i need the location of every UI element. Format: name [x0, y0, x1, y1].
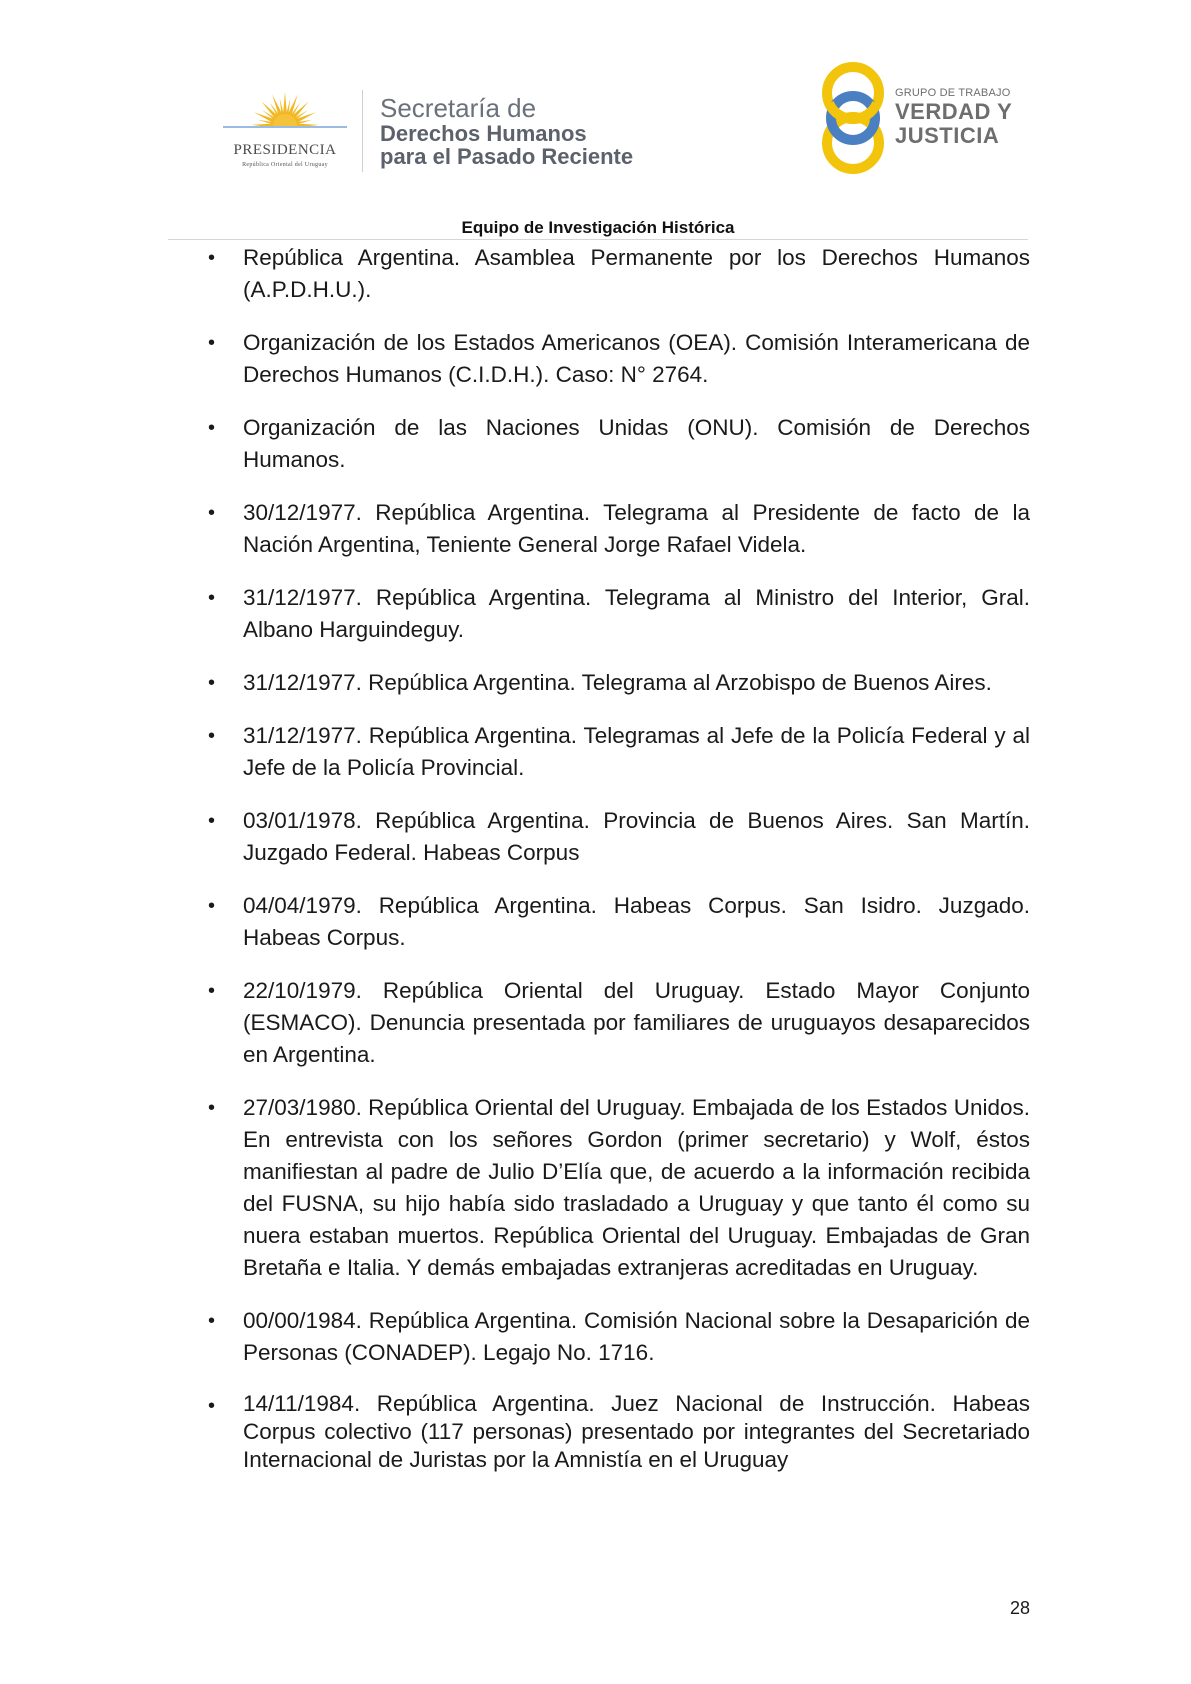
- list-item: [200, 890, 1030, 954]
- justicia-label: JUSTICIA: [895, 123, 1000, 148]
- bullet-icon: •: [208, 332, 216, 354]
- sun-icon: [210, 86, 360, 146]
- list-item-text: 31/12/1977. República Argentina. Telegrama al Ministro del Interior, Gral. Albano Harguindeguy.: [243, 585, 1030, 642]
- bullet-icon: •: [208, 725, 216, 747]
- list-item: [200, 975, 1030, 1071]
- list-item-text: 03/01/1978. República Argentina. Provincia de Buenos Aires. San Martín. Juzgado Federal. Habeas Corpus: [243, 808, 1030, 865]
- list-item-text: República Argentina. Asamblea Permanente por los Derechos Humanos (A.P.D.H.U.).: [243, 245, 1030, 302]
- source-list: [200, 242, 1030, 1474]
- list-item: [200, 1092, 1030, 1284]
- secretaria-line-3: para el Pasado Reciente: [380, 144, 634, 169]
- bullet-icon: •: [208, 1310, 216, 1332]
- bullet-icon: •: [208, 1097, 216, 1119]
- bullet-icon: •: [208, 587, 216, 609]
- header-rule: [168, 239, 1028, 240]
- list-item: [200, 667, 1030, 699]
- list-item: [200, 242, 1030, 306]
- verdad-justicia-rings-icon: [815, 58, 905, 178]
- list-item-text: Organización de los Estados Americanos (OEA). Comisión Interamericana de Derechos Humanos (C.I.D.H.). Caso: N° 2764.: [243, 330, 1030, 387]
- list-item-text: 31/12/1977. República Argentina. Telegramas al Jefe de la Policía Federal y al Jefe de la Policía Provincial.: [243, 723, 1030, 780]
- list-item-text: 04/04/1979. República Argentina. Habeas Corpus. San Isidro. Juzgado. Habeas Corpus.: [243, 893, 1030, 950]
- page-number: 28: [1009, 1598, 1030, 1618]
- secretaria-logo: [380, 94, 700, 168]
- list-item: [200, 412, 1030, 476]
- list-item: [200, 497, 1030, 561]
- document-body: [200, 242, 1030, 1495]
- list-item-text: Organización de las Naciones Unidas (ONU). Comisión de Derechos Humanos.: [243, 415, 1030, 472]
- bullet-icon: •: [208, 247, 216, 269]
- bullet-icon: •: [208, 1395, 216, 1417]
- secretaria-line-2: Derechos Humanos: [380, 121, 587, 146]
- list-item: [200, 720, 1030, 784]
- presidencia-subtitle: República Oriental del Uruguay: [242, 162, 328, 168]
- bullet-icon: •: [208, 502, 216, 524]
- page-header: [0, 0, 1191, 240]
- list-item-text: 22/10/1979. República Oriental del Uruguay. Estado Mayor Conjunto (ESMACO). Denuncia presentada por familiares de uruguayos desaparecidos en Argentina.: [243, 978, 1030, 1067]
- verdad-label: VERDAD Y: [895, 99, 1013, 124]
- secretaria-line-1: Secretaría de: [380, 93, 537, 123]
- logo-divider: [362, 90, 363, 172]
- grupo-trabajo-label: GRUPO DE TRABAJO: [895, 87, 1011, 99]
- list-item-text: 14/11/1984. República Argentina. Juez Nacional de Instrucción. Habeas Corpus colectivo (117 personas) presentado por integrantes del Secretariado Internacional de Juristas por la Amnistía en el Uruguay: [243, 1391, 1030, 1472]
- list-item: [200, 1390, 1030, 1474]
- presidencia-logo: [210, 86, 360, 176]
- bullet-icon: •: [208, 980, 216, 1002]
- list-item-text: 00/00/1984. República Argentina. Comisión Nacional sobre la Desaparición de Personas (CONADEP). Legajo No. 1716.: [243, 1308, 1030, 1365]
- bullet-icon: •: [208, 417, 216, 439]
- bullet-icon: •: [208, 810, 216, 832]
- presidencia-name: PRESIDENCIA: [233, 142, 337, 158]
- list-item: [200, 327, 1030, 391]
- list-item: [200, 582, 1030, 646]
- grupo-trabajo-logo-text: [895, 87, 1045, 148]
- bullet-icon: •: [208, 895, 216, 917]
- list-item-text: 30/12/1977. República Argentina. Telegrama al Presidente de facto de la Nación Argentina, Teniente General Jorge Rafael Videla.: [243, 500, 1030, 557]
- list-item-text: 27/03/1980. República Oriental del Uruguay. Embajada de los Estados Unidos. En entrevista con los señores Gordon (primer secretario) y Wolf, éstos manifiestan al padre de Julio D’Elía que, de acuerdo a la información recibida del FUSNA, su hijo había sido trasladado a Uruguay y que tanto él como su nuera estaban muertos. República Oriental del Uruguay. Embajadas de Gran Bretaña e Italia. Y demás embajadas extranjeras acreditadas en Uruguay.: [243, 1095, 1030, 1280]
- list-item: [200, 1305, 1030, 1369]
- list-item: [200, 805, 1030, 869]
- bullet-icon: •: [208, 672, 216, 694]
- list-item-text: 31/12/1977. República Argentina. Telegrama al Arzobispo de Buenos Aires.: [243, 670, 992, 695]
- team-title: Equipo de Investigación Histórica: [461, 218, 735, 237]
